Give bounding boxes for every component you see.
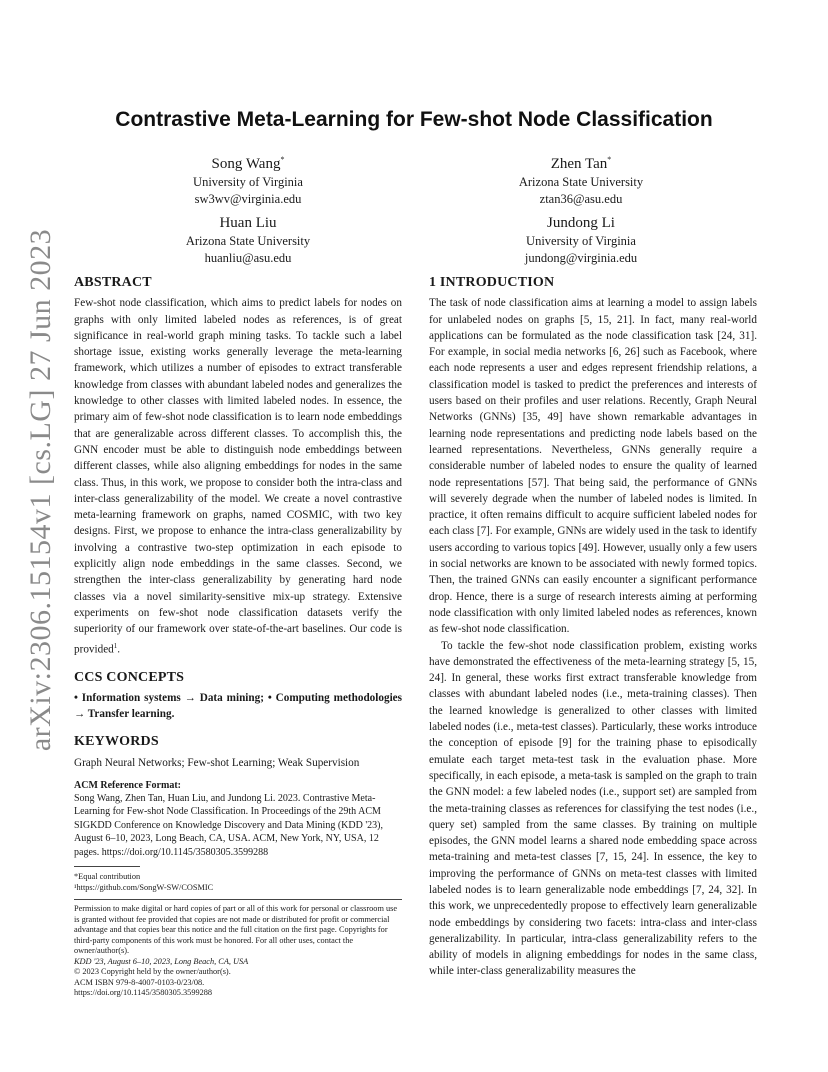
ccs-concepts-text: • Information systems → Data mining; • Computing methodologies → Transfer learning. [74,691,402,721]
author-email: sw3wv@virginia.edu [194,192,302,206]
acm-reference-text: Song Wang, Zhen Tan, Huan Liu, and Jundong Li. 2023. Contrastive Meta-Learning for Few-shot Node Classification. In Proceedings of the 29th ACM SIGKDD Conference on Knowledge Discovery and Data Mining (KDD '23), August 6–10, 2023, Long Beach, CA, USA. ACM, New York, NY, USA, 12 pages. https://doi.org/10.1145/3580305.3599288 [74,793,383,858]
intro-paragraph-2: To tackle the few-shot node classification problem, existing works have demonstrated the effectiveness of the meta-learning strategy [5, 15, 24]. In general, these works first extract transferable knowledge from classes with abundant labeled nodes (i.e., meta-training classes). Then the learned knowledge is generalized to other classes with limited labeled nodes (i.e., meta-test classes). Particularly, these works introduce the conception of episode [9] for the training phase to episodically emulate each target meta-test task in the evaluation phase. More specifically, in each episode, a meta-task is sampled on the graph to train the GNN model: a few labeled nodes (i.e., support set) are sampled from the meta-training classes as references for classifying the test nodes (i.e., query set) sampled from the same classes. By training on multiple episodes, the GNN model learns a shared node embedding space across meta-training and meta-test classes [7, 15, 24]. In essence, the key to improving the performance of GNNs on meta-test classes with limited labeled nodes is to learn generalizable node embeddings [7, 24, 32]. In this work, we unprecedentedly propose to effectively learn generalizable node embeddings by considering two facets: intra-class and inter-class generalizability. In particular, intra-class generalizability refers to the ability of models in aligning embeddings for nodes in the same class, while inter-class generalizability measures the [429,639,757,978]
author-block [461,150,701,208]
left-column [74,275,402,999]
intro-paragraph-1: The task of node classification aims at learning a model to assign labels for unlabeled nodes on graphs [5, 15, 21]. In fact, many real-world applications can be formulated as the node classification task [24, 31]. For example, in social media networks [6, 26] such as Facebook, where each node represents a user and edges represent friendship relations, a classification model is tasked to predict the preferences and interests of users based on their profiles and user relations. Recently, Graph Neural Networks (GNNs) [35, 49] have shown remarkable advantages in learning node representations and predicting node labels based on the learned representations. Nevertheless, GNNs generally require a considerable number of labeled nodes to ensure the quality of learned node representations [57]. That being said, the performance of GNNs will severely degrade when the number of labeled nodes is limited. In practice, it often remains difficult to acquire sufficient labeled nodes for each class [7]. For example, GNNs are widely used in the task to identify users according to various topics [49]. However, usually only a few users in social networks are known to be associated with newly formed topics. Then, the trained GNNs can easily encounter a significant performance drop. Hence, there is a surge of research interests aiming at performing node classification with only limited labeled nodes as references, known as few-shot node classification. [429,297,757,636]
equal-contribution-mark: * [280,155,285,164]
abstract-text: Few-shot node classification, which aims to predict labels for nodes on graphs with only limited labeled nodes as references, is of great significance in real-world graph mining tasks. To tackle such a label shortage issue, existing works generally leverage the meta-learning framework, which utilizes a number of episodes to extract transferable knowledge from classes with abundant labeled nodes and generalizes the knowledge to other classes with limited labeled nodes. In essence, the primary aim of few-shot node classification is to learn node embeddings that are generalizable across different classes. To accomplish this, the GNN encoder must be able to distinguish node embeddings between different classes, while also aligning embeddings for nodes in the same class. Thus, in this work, we propose to consider both the intra-class and inter-class generalizability of the model. We create a novel contrastive meta-learning framework on graphs, named COSMIC, with two key designs. First, we propose to enhance the intra-class generalizability by involving a contrastive two-step optimization in each episode to explicitly align node embeddings in the same classes. Second, we strengthen the inter-class generalizability by generating hard node classes via a novel similarity-sensitive mix-up strategy. Extensive experiments on few-shot node classification datasets verify the superiority of our framework over state-of-the-art baselines. Our code is provided$^1$. [74,297,402,656]
equal-contribution-mark: * [607,155,612,164]
keywords-text: Graph Neural Networks; Few-shot Learning; Weak Supervision [74,756,360,769]
ccs-heading: CCS CONCEPTS [74,669,185,685]
author-affiliation: University of Virginia [526,234,636,248]
keywords-heading: KEYWORDS [74,734,159,750]
doi-line: https://doi.org/10.1145/3580305.3599288 [74,988,213,998]
permission-notice: Permission to make digital or hard copies of part or all of this work for personal or classroom use is granted without fee provided that copies are not made or distributed for profit or commercial advantage and that copies bear this notice and the full citation on the first page. Copyrights for third-party components of this work must be honored. For all other uses, contact the owner/author(s). [74,904,398,956]
footnote-divider [74,866,140,867]
author-name: Zhen Tan [550,156,608,172]
introduction-heading: 1 INTRODUCTION [429,275,555,290]
arxiv-identifier: arXiv:2306.15154v1 [cs.LG] 27 Jun 2023 [24,228,57,752]
acm-reference-heading: ACM Reference Format: [74,780,181,792]
abstract-body: Few-shot node classification, which aims to predict labels for nodes on graphs with only limited labeled nodes as references, is of great significance in real-world graph mining tasks. To tackle such a label shortage issue, existing works generally leverage the meta-learning framework, which utilizes a number of episodes to extract transferable knowledge from classes with abundant labeled nodes and generalizes the knowledge to other classes with limited labeled nodes. In essence, the primary aim of few-shot node classification is to learn node embeddings that are generalizable across different classes. To accomplish this, the GNN encoder must be able to distinguish node embeddings between different classes, while also aligning embeddings for nodes in the same class. Thus, in this work, we propose to consider both the intra-class and inter-class generalizability of the model. We create a novel contrastive meta-learning framework on graphs, named COSMIC, with two key designs. First, we propose to enhance the intra-class generalizability by involving a contrastive two-step optimization in each episode to explicitly align node embeddings in the same classes. Second, we strengthen the inter-class generalizability by generating hard node classes via a novel similarity-sensitive mix-up strategy. Extensive experiments on few-shot node classification datasets verify the superiority of our framework over state-of-the-art baselines. Our code is provided [74,297,402,656]
author-name: Huan Liu [219,215,277,231]
abstract-heading: ABSTRACT [74,275,152,290]
isbn-line: ACM ISBN 979-8-4007-0103-0/23/08. [74,977,205,987]
author-email: jundong@virginia.edu [524,251,638,265]
permission-divider [74,899,402,900]
author-name: Song Wang [211,156,281,172]
author-block [128,213,368,267]
author-affiliation: Arizona State University [185,234,311,248]
footnote-code-link: ¹https://github.com/SongW-SW/COSMIC [74,882,214,892]
author-email: ztan36@asu.edu [539,192,623,206]
author-name: Jundong Li [547,215,615,231]
arxiv-side-stamp [14,228,68,752]
copyright-line: © 2023 Copyright held by the owner/author(s). [74,967,231,977]
author-block [128,150,368,208]
author-email: huanliu@asu.edu [204,251,292,265]
footnote-equal-contribution: *Equal contribution [74,872,141,882]
author-affiliation: Arizona State University [518,175,644,189]
footnote-mark: 1 [113,641,118,650]
author-block [461,213,701,267]
conference-info: KDD '23, August 6–10, 2023, Long Beach, CA, USA [74,956,249,966]
author-affiliation: University of Virginia [193,175,303,189]
paper-title: Contrastive Meta-Learning for Few-shot Node Classification [115,108,713,131]
right-column [429,275,757,980]
